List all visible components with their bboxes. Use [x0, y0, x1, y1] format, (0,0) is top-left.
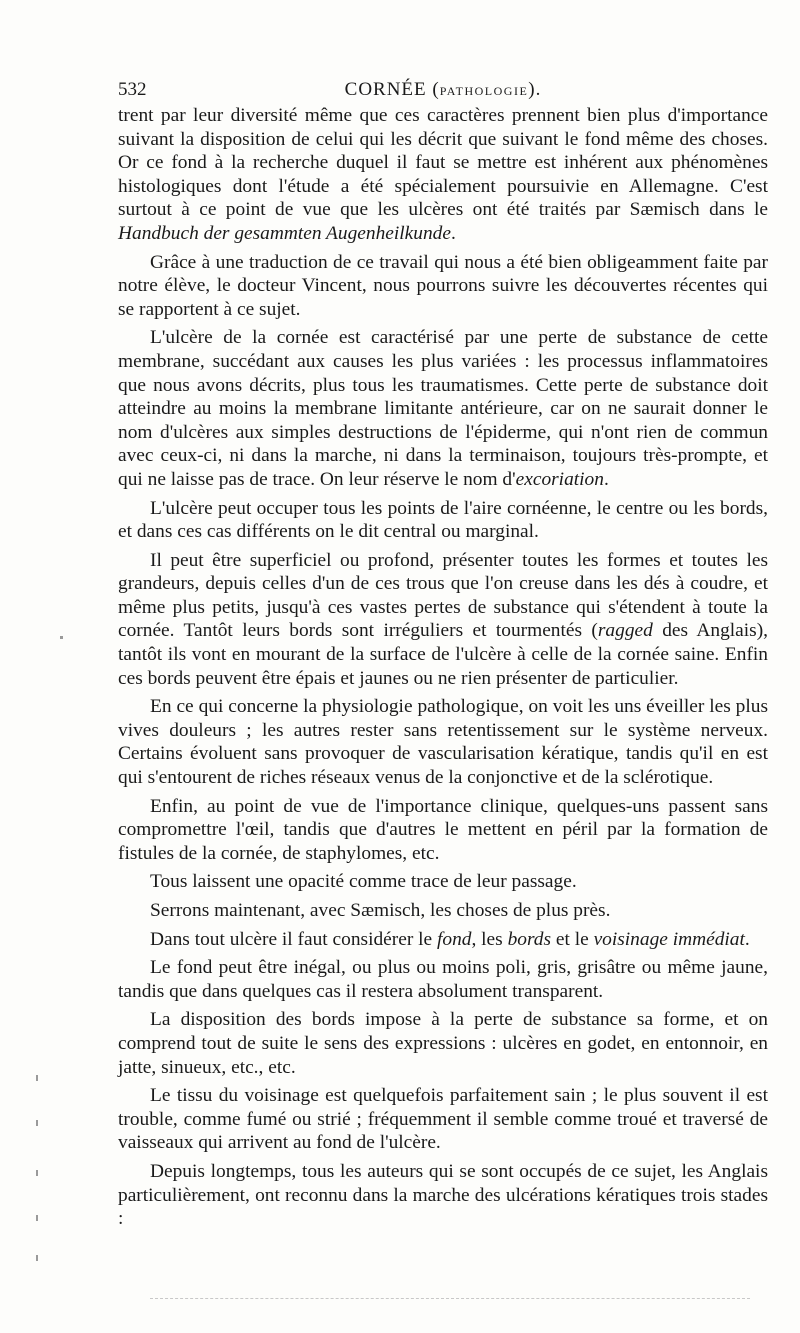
margin-mark: [36, 1255, 38, 1261]
text-segment: et le: [551, 928, 594, 950]
margin-mark: [36, 1075, 38, 1081]
running-title-open: (: [426, 79, 440, 100]
margin-mark: [36, 1120, 38, 1126]
text-segment: .: [603, 468, 609, 490]
paragraph: [118, 1008, 768, 1079]
italic-text: excoriation: [515, 468, 604, 490]
text-segment: Grâce à une traduction de ce travail qui nous a été bien obligeamment faite par notre élève, le docteur Vincent, nous pourrons suivre les découvertes récentes qui se rapportent à ce sujet.: [118, 251, 768, 320]
paragraph: [118, 956, 768, 1003]
body-text: [118, 104, 768, 1231]
text-segment: En ce qui concerne la physiologie pathologique, on voit les uns éveiller les plus vives douleurs ; les autres rester sans retentissement sur le système nerveux. Certains évoluent sans provoquer de vascularisation kératique, tandis qu'il en est qui s'entourent de riches réseaux venus de la conjonctive et de la sclérotique.: [118, 696, 768, 789]
paragraph: [118, 104, 768, 246]
text-segment: Le fond peut être inégal, ou plus ou moins poli, gris, grisâtre ou même jaune, tandis que dans quelques cas il restera absolument transparent.: [118, 957, 768, 1002]
paragraph: [118, 497, 768, 544]
italic-text: voisinage immédiat: [593, 928, 745, 950]
paragraph: [118, 870, 768, 894]
running-title-subject: PATHOLOGIE: [439, 84, 529, 98]
margin-mark: [36, 1170, 38, 1176]
text-segment: Depuis longtemps, tous les auteurs qui se sont occupés de ce sujet, les Anglais particulièrement, ont reconnu dans la marche des ulcérations kératiques trois stades :: [118, 1160, 768, 1230]
italic-text: Handbuch der gesammten Augenheilkunde: [118, 222, 451, 244]
page-number: 532: [118, 79, 147, 100]
paragraph: [118, 1160, 768, 1231]
text-segment: Enfin, au point de vue de l'importance clinique, quelques-uns passent sans compromettre l'œil, tandis que d'autres le mettent en péril par la formation de fistules de la cornée, de staphylomes, etc.: [118, 795, 768, 864]
text-segment: trent par leur diversité même que ces caractères prennent bien plus d'importance suivant la disposition de celui qui les décrit que suivant le fond même des choses. Or ce fond à la recherche duquel il faut se mettre est inhérent aux phénomènes histologiques dont l'étude a été spécialement poursuivie en Allemagne. C'est surtout à ce point de vue que les ulcères ont été traités par Sæmisch dans le: [118, 105, 768, 221]
running-title-close: ).: [528, 79, 542, 100]
paragraph: [118, 928, 768, 952]
running-head: [118, 78, 768, 102]
margin-mark: [60, 636, 63, 639]
italic-text: fond: [436, 928, 472, 950]
text-segment: .: [744, 928, 750, 950]
running-title-main: CORNÉE: [344, 79, 427, 100]
text-segment: Dans tout ulcère il faut considérer le: [150, 928, 437, 950]
text-segment: Serrons maintenant, avec Sæmisch, les choses de plus près.: [150, 900, 611, 921]
paragraph: [118, 326, 768, 491]
text-segment: Il peut être superficiel ou profond, présenter toutes les formes et toutes les grandeurs, depuis celles d'un de ces trous que l'on creuse dans les dés à coudre, et même plus petits, jusqu'à ces vastes pertes de substance qui s'étendent à toute la cornée. Tantôt leurs bords sont irréguliers et tourmentés (: [118, 549, 768, 642]
text-segment: Tous laissent une opacité comme trace de leur passage.: [150, 871, 577, 893]
paragraph: [118, 899, 768, 923]
text-segment: La disposition des bords impose à la perte de substance sa forme, et on comprend tout de suite le sens des expressions : ulcères en godet, en entonnoir, en jatte, sinueux, etc., etc.: [118, 1009, 768, 1078]
paragraph: [118, 695, 768, 789]
paragraph: [118, 549, 768, 691]
text-segment: L'ulcère peut occuper tous les points de l'aire cornéenne, le centre ou les bords, et dans ces cas différents on le dit central ou marginal.: [118, 497, 768, 543]
paragraph: [118, 795, 768, 866]
text-segment: , les: [471, 928, 508, 950]
running-title: [118, 78, 768, 103]
margin-mark: [36, 1215, 38, 1221]
text-segment: .: [450, 222, 456, 244]
bottom-scan-noise: [150, 1298, 750, 1300]
text-segment: L'ulcère de la cornée est caractérisé par une perte de substance de cette membrane, succédant aux causes les plus variées : les processus inflammatoires que nous avons décrits, plus tous les traumatismes. Cette perte de substance doit atteindre au moins la membrane limitante antérieure, car on ne saurait donner le nom d'ulcères aux simples destructions de l'épiderme, qui n'ont rien de commun avec ceux-ci, ni dans la marche, ni dans la terminaison, toujours très-prompte, et qui ne laisse pas de trace. On leur réserve le nom d': [118, 327, 768, 490]
text-segment: des Anglais), tantôt ils vont en mourant de la surface de l'ulcère à celle de la cornée saine. Enfin ces bords peuvent être épais et jaunes ou ne rien présenter de particulier.: [118, 620, 768, 689]
italic-text: bords: [507, 928, 552, 950]
text-segment: Le tissu du voisinage est quelquefois parfaitement sain ; le plus souvent il est trouble, comme fumé ou strié ; fréquemment il semble comme troué et traversé de vaisseaux qui arrivent au fond de l'ulcère.: [118, 1085, 768, 1154]
paragraph: [118, 251, 768, 322]
paragraph: [118, 1084, 768, 1155]
italic-text: ragged: [597, 620, 653, 642]
